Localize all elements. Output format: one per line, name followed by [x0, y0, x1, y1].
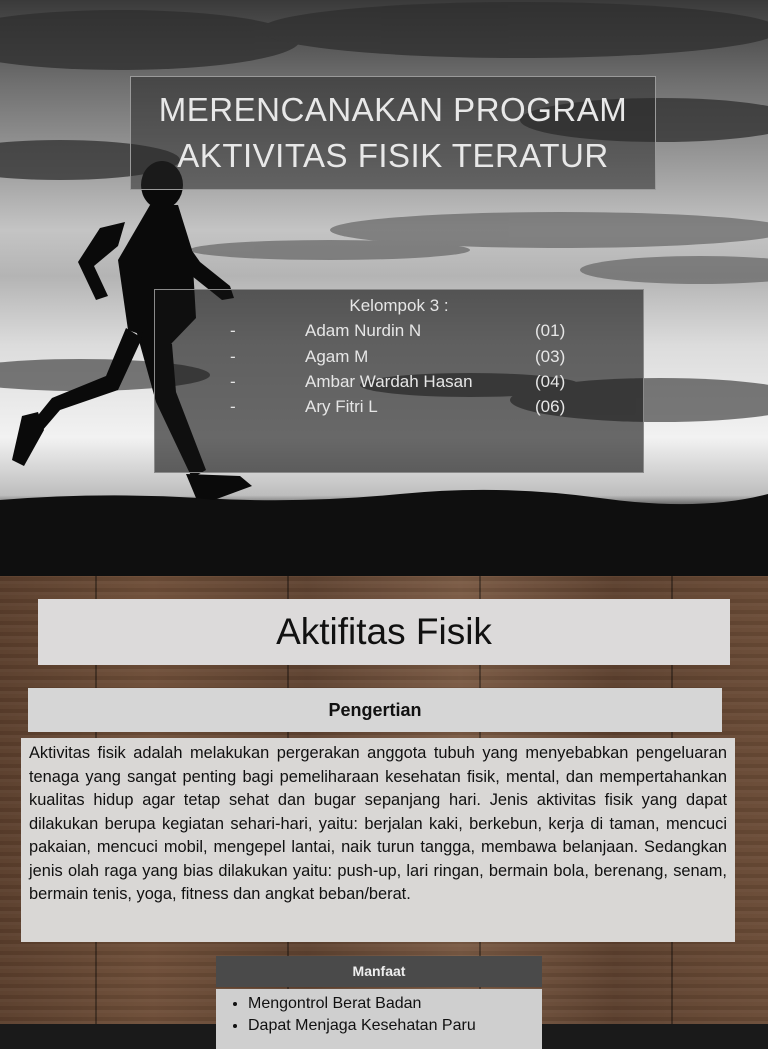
member-row: [155, 372, 643, 396]
content-slide: [0, 576, 768, 1034]
member-dash: -: [230, 397, 236, 416]
group-members-box: [154, 289, 644, 473]
member-number: (01): [535, 321, 566, 340]
member-row: [155, 397, 643, 421]
group-heading: Kelompok 3 :: [349, 296, 449, 315]
benefits-heading: Manfaat: [216, 956, 542, 987]
member-dash: -: [230, 372, 236, 391]
slide-title: Aktifitas Fisik: [38, 599, 730, 665]
benefits-list: [216, 989, 542, 1049]
member-dash: -: [230, 321, 236, 340]
member-name: Ambar Wardah Hasan: [305, 372, 473, 391]
presentation-title: [130, 76, 656, 190]
member-row: [155, 321, 643, 345]
member-name: Adam Nurdin N: [305, 321, 422, 340]
list-item: • Dapat Menjaga Kesehatan Paru: [248, 1015, 542, 1037]
member-name: Ary Fitri L: [305, 397, 378, 416]
member-name: Agam M: [305, 347, 369, 366]
member-number: (03): [535, 347, 566, 366]
title-line-1: MERENCANAKAN PROGRAM: [158, 91, 628, 128]
section-heading: Pengertian: [28, 688, 722, 732]
list-item: • Mengontrol Berat Badan: [248, 993, 542, 1015]
title-line-2: AKTIVITAS FISIK TERATUR: [177, 137, 609, 174]
member-number: (06): [535, 397, 566, 416]
definition-paragraph: Aktivitas fisik adalah melakukan pergerakan anggota tubuh yang menyebabkan pengeluaran tenaga yang sangat penting bagi pemeliharaan kesehatan fisik, mental, dan mempertahankan kualitas hidup agar tetap sehat dan bugar sepanjang hari. Jenis aktivitas fisik yang dapat dilakukan berupa kegiatan sehari-hari, yaitu: berjalan kaki, berkebun, kerja di taman, mencuci pakaian, mencuci mobil, mengepel lantai, naik turun tangga, membawa belanjaan. Sedangkan jenis olah raga yang bias dilakukan yaitu: push-up, lari ringan, bermain bola, berenang, senam, bermain tenis, yoga, fitness dan angkat beban/berat.: [21, 738, 735, 942]
member-row: [155, 347, 643, 371]
member-number: (04): [535, 372, 566, 391]
member-dash: -: [230, 347, 236, 366]
